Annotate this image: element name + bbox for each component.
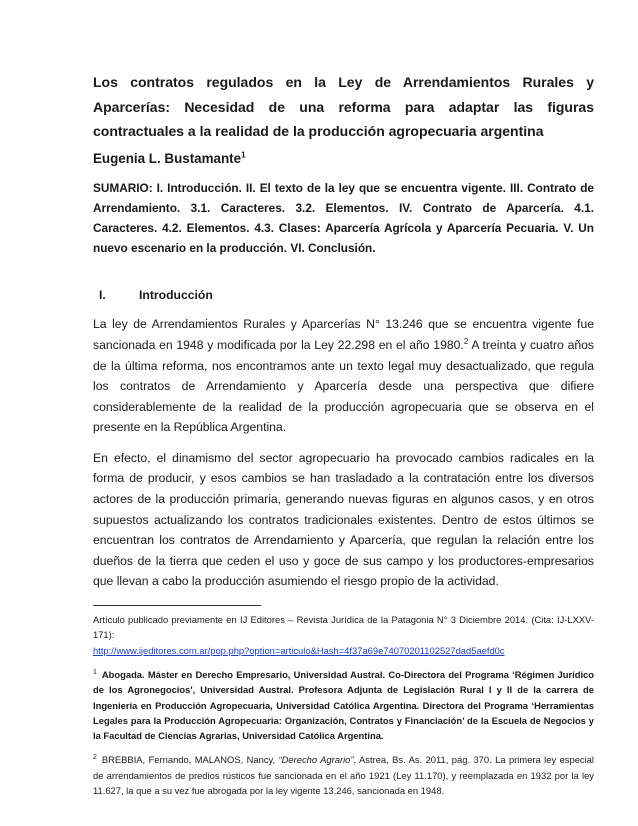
article-title: Los contratos regulados en la Ley de Arrendamientos Rurales y Aparcerías: Necesidad de una reforma para adaptar las figuras contractuales a la realidad de la producción agropecuaria argentina <box>93 74 594 139</box>
footnote-2-text-a: BREBBIA, Fernando, MALANOS, Nancy, <box>101 754 279 766</box>
publication-note <box>93 612 594 658</box>
body-paragraph-1 <box>93 314 594 438</box>
footnote-2-book-title: “Derecho Agrario” <box>278 754 354 766</box>
summary: SUMARIO: I. Introducción. II. El texto de la ley que se encuentra vigente. III. Contrato de Arrendamiento. 3.1. Caracteres. 3.2. Elementos. IV. Contrato de Aparcería. 4.1. Caracteres. 4.2. Elementos. 4.3. Clases: Aparcería Agrícola y Aparcería Pecuaria. V. Un nuevo escenario en la producción. VI. Conclusión. <box>93 180 594 256</box>
author-line <box>93 148 594 170</box>
footnote-2-text-b: , Astrea, Bs. As. 2011, pág. 370. La primera ley especial de arrendamientos de predios rústicos fue sancionada en el año 1921 (Ley 11.170), y reemplazada en 1932 por la ley 11.627, la que a su vez fue abrogada por la ley vigente 13.246, sancionada en 1948. <box>93 754 594 796</box>
paragraph-1-text-b: A treinta y cuatro años de la última reforma, nos encontramos ante un texto legal muy desactualizado, que regula los contratos de Arrendamiento y Aparcería desde una perspectiva que difiere considerablemente de la realidad de la producción agropecuaria que se observa en el presente en la República Argentina. <box>93 337 595 435</box>
section-number: I. <box>99 288 106 303</box>
footnote-1-number: 1 <box>93 668 97 676</box>
paragraph-1-text-a: La ley de Arrendamientos Rurales y Aparcerías N° 13.246 que se encuentra vigente fue sancionada en 1948 y modificada por la Ley 22.298 en el año 1980. <box>93 317 594 352</box>
footnote-2 <box>93 752 594 798</box>
body-paragraph-2: En efecto, el dinamismo del sector agropecuario ha provocado cambios radicales en la forma de producir, y esos cambios se han trasladado a la contratación entre los diversos actores de la producción primaria, generando nuevas figuras en algunos casos, y en otros supuestos actualizando los contratos tradicionales existentes. Dentro de estos últimos se encuentran los contratos de Arrendamiento y Aparcería, que regulan la relación entre los dueños de la tierra que ceden el uso y goce de sus campo y los productores-empresarios que llevan a cabo la producción asumiendo el riesgo propio de la actividad. <box>93 450 594 589</box>
section-heading <box>93 286 594 304</box>
footnote-separator <box>93 605 261 606</box>
section-title: Introducción <box>139 288 213 303</box>
publication-link[interactable]: http://www.ijeditores.com.ar/pop.php?option=articulo&Hash=4f37a69e74070201102527dad5aefd0c <box>93 644 505 656</box>
footnote-2-number: 2 <box>93 754 97 762</box>
footnote-2-marker[interactable]: 2 <box>463 336 469 346</box>
publication-note-text: Artículo publicado previamente en IJ Editores – Revista Jurídica de la Patagonia N° 3 Diciembre 2014. (Cita: IJ-LXXV-171): <box>93 614 594 641</box>
author-footnote-marker[interactable]: 1 <box>241 150 246 160</box>
author-name: Eugenia L. Bustamante <box>93 150 242 166</box>
footnote-1-text: Abogada. Máster en Derecho Empresario, Universidad Austral. Co-Directora del Programa ‘Régimen Jurídico de los Agronegocios', Universidad Austral. Profesora Adjunta de Legislación Rural I y II de la carrera de Ingeniería en Producción Agropecuaria, Universidad Católica Argentina. Directora del Programa ‘Herramientas Legales para la Producción Agropecuaria: Organización, Contratos y Financiación’ de la Escuela de Negocios y la Facultad de Ciencias Agrarias, Universidad Católica Argentina. <box>93 668 594 742</box>
footnote-1 <box>93 667 594 743</box>
